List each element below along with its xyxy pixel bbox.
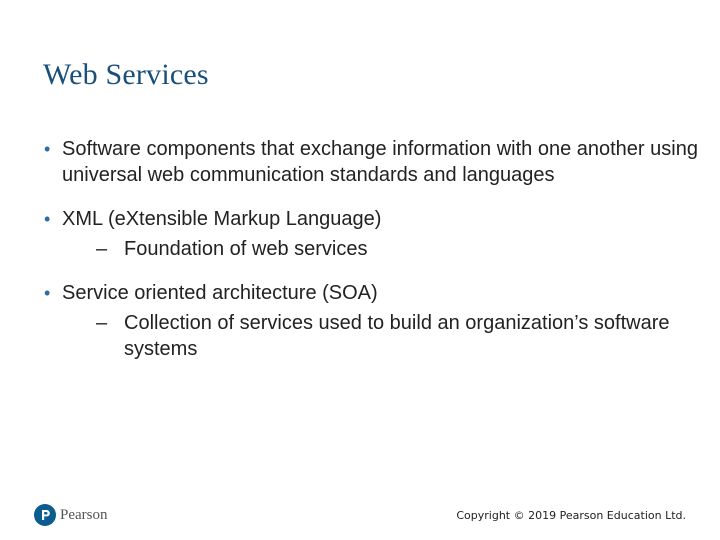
sub-bullet-marker: – (96, 312, 108, 334)
sub-bullet-item (62, 236, 700, 262)
sub-bullet-item (62, 310, 700, 362)
bullet-marker: • (44, 139, 51, 159)
bullet-item (40, 280, 700, 362)
bullet-text: Service oriented architecture (SOA) (62, 282, 378, 304)
bullet-marker: • (44, 209, 51, 229)
sub-bullet-marker: – (96, 238, 108, 260)
bullet-list (40, 136, 700, 380)
pearson-logo-text: Pearson (60, 506, 108, 523)
copyright-notice: Copyright © 2019 Pearson Education Ltd. (456, 509, 686, 522)
bullet-text: Software components that exchange information with one another using universal web communication standards and languages (62, 138, 698, 186)
sub-bullet-text: Foundation of web services (124, 238, 368, 260)
bullet-text: XML (eXtensible Markup Language) (62, 208, 382, 230)
pearson-p-icon (34, 504, 56, 526)
bullet-item (40, 136, 700, 188)
pearson-logo (34, 504, 108, 526)
bullet-item (40, 206, 700, 262)
slide-title: Web Services (43, 58, 209, 91)
bullet-marker: • (44, 283, 51, 303)
sub-bullet-text: Collection of services used to build an organization’s software systems (124, 312, 670, 360)
